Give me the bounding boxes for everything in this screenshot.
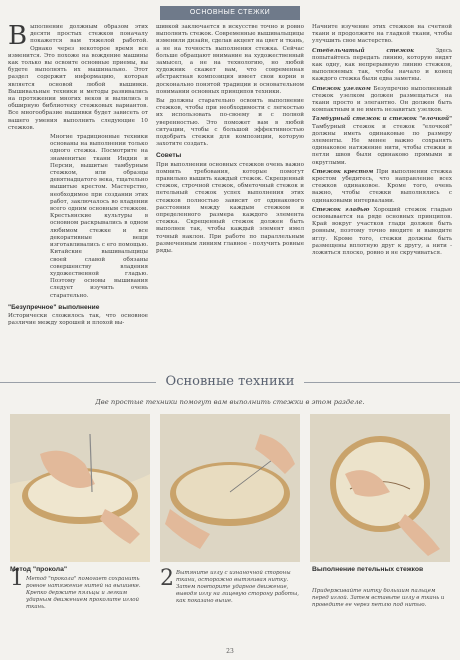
drop-cap: В <box>8 24 28 51</box>
stitch-term: Стежок крестом <box>312 168 374 175</box>
running-header: ОСНОВНЫЕ СТЕЖКИ <box>160 6 300 20</box>
paragraph: Исторически сложилось так, что основное различие между хорошей и плохой вы- <box>8 312 148 327</box>
stitch-term: Стежок гладью <box>312 206 370 213</box>
caption-text: Придерживайте нитку большим пальцем перед иглой. Затем вставьте иглу в ткань и проведите ее через петлю под нитью. <box>312 588 445 608</box>
stitch-term: Тамбурный стежок и стежок "елочкой" <box>312 116 452 123</box>
subheading: Советы <box>156 152 182 160</box>
intro-paragraph: Выполнение должным образом этих десяти простых стежков поначалу покажется вам тяжелой работой. Однако через некоторое время все изменится. Это похоже на вождение машины как только вы освоите основные приемы, вы будете выполнять их машинально. Этот раздел содержит информацию, которая является основой любой вышивки. Вышивальные техники и методы развивались на протяжении многих веков и вылились в обширную библиотеку стежковых вариантов. Все многообразие вышивки будет зависеть от вашего умения выполнить следующие 10 стежков. <box>8 24 148 131</box>
stitch-term: Стежок узелком <box>312 85 371 92</box>
text-column-1 <box>8 24 148 372</box>
page-number: 23 <box>226 648 234 655</box>
stitch-term: Стебельчатый стежок <box>312 47 415 54</box>
stitch-tip: Стебельчатый стежок Здесь попытайтесь передать линию, которую видят как одну, как непрерывную линию стежков, выполняемых так, чтобы начало и конец каждого стежка были едва заметны. <box>312 47 452 83</box>
caption-text: Метод "прокола" помогает сохранить ровное натяжение нитей на вышивке. Крепко держите пяльцы и легким ударным движением проколите иглой ткань. <box>26 576 141 610</box>
caption-title: Выполнение петельных стежков <box>312 566 424 573</box>
photo-blanket-stitch <box>310 414 450 562</box>
stitch-tip: Стежок гладью Хороший стежок гладью основывается на ряде основных принципов. Край вокруг участков глади должен быть ровным, поэтому точно вводите и выводите иглу. Кроме того, стежки должны быть размещены вплотную друг к другу, а нити - ложиться плоско, ровно и не скручиваться. <box>312 206 452 257</box>
paragraph: шивкой заключается в искусстве точно и ровно выполнить стежок. Современные вышивальщицы изменили дизайн, сделав акцент на цвет и ткань, а не на точность выполнения стежка. Сейчас больше обращают внимание на художественный замысел, а не на технологию, но любой художник скажет вам, что современная абстрактная композиция имеет свои корни в досконально понятой традиции и основательном понимании основных принципов техники. <box>156 24 304 95</box>
stitch-tip: Тамбурный стежок и стежок "елочкой" Тамбурный стежок и стежок "елочкой" должны иметь одинаковые по размеру элементы. Не менее важно сохранять одинаковое натяжение нити, чтобы стежки и петли швов были одинаково прямыми и округлыми. <box>312 116 452 166</box>
photo-hoop-stab-method <box>10 414 150 562</box>
text-column-2 <box>156 24 304 372</box>
caption-text: Вытяните иглу с изнаночной стороны ткани, осторожно вытягивая нитку. Затем повторите ударное движение, выводя иглу на лицевую сторону работы, как показано выше. <box>176 570 300 604</box>
photo-hoop-pull-through <box>160 414 300 562</box>
paragraph: Начните изучение этих стежков на счетной ткани и продолжите на гладкой ткани, чтобы улучшить свое мастерство. <box>312 24 452 45</box>
caption-title: Метод "прокола" <box>10 566 68 573</box>
paragraph: Многие традиционные техники основаны на выполнении только одного стежка. Посмотрите на знаменитые ткани Индии и Персии, вышитые тамбурным стежком, или образцы девятнадцатого века, тщательно вышитые крестом. Мастерство, необходимое при создании этих работ, заключалось во владении всего одним основным стежком. Крестьянские культуры в основном раскрывались в одном любимом стежке и все декоративные вещи изготавливались с его помощью. Китайские вышивальщицы своей славой обязаны совершенству владения художественной гладью. Поэтому основы вышивания следует изучить очень старательно. <box>50 134 148 299</box>
subheading: "Безупречное" выполнение <box>8 303 100 311</box>
step-number: 2 <box>160 566 174 591</box>
paragraph: Вы должны старательно освоить выполнение стежков, чтобы при необходимости с легкостью их использовать по-своему и с полной уверенностью. Это поможет вам в любой ситуации, чтобы с большой эффективностью подобрать стежки для композиции, которую захотите создать. <box>156 98 304 148</box>
text-column-3 <box>312 24 452 372</box>
paragraph: При выполнении основных стежков очень важно помнить требования, которые помогут правильно вышить каждый стежок. Скрещенный стежок, строчной стежок, обметочный стежок и петельный стежок успех выполнения этих стежков полностью зависит от одинакового расстояния между каждым стежком и определенного размера каждого элемента стежка. Скрещенный стежок должен быть выполнен так, чтобы каждый элемент имел точный наклон. При работе по параллельным размеченным линиям главное - получить ровные ряды. <box>156 161 304 255</box>
stitch-tip: Стежок узелком Безупречно выполненный стежок узелком должен размещаться на ткани просто и элегантно. Он должен быть компактным и не иметь незавитых узелков. <box>312 85 452 114</box>
stitch-tip: Стежок крестом При выполнении стежка крестом убедитесь, что направление всех стежков одинаковое. Кроме того, очень важно, чтобы стежки выполнялись с одинаковыми интервалами. <box>312 168 452 204</box>
section-title: Основные техники <box>0 382 460 397</box>
section-subtitle: Две простые техники помогут вам выполнить стежки в этом разделе. <box>95 398 365 406</box>
step-number: 1 <box>10 566 24 591</box>
